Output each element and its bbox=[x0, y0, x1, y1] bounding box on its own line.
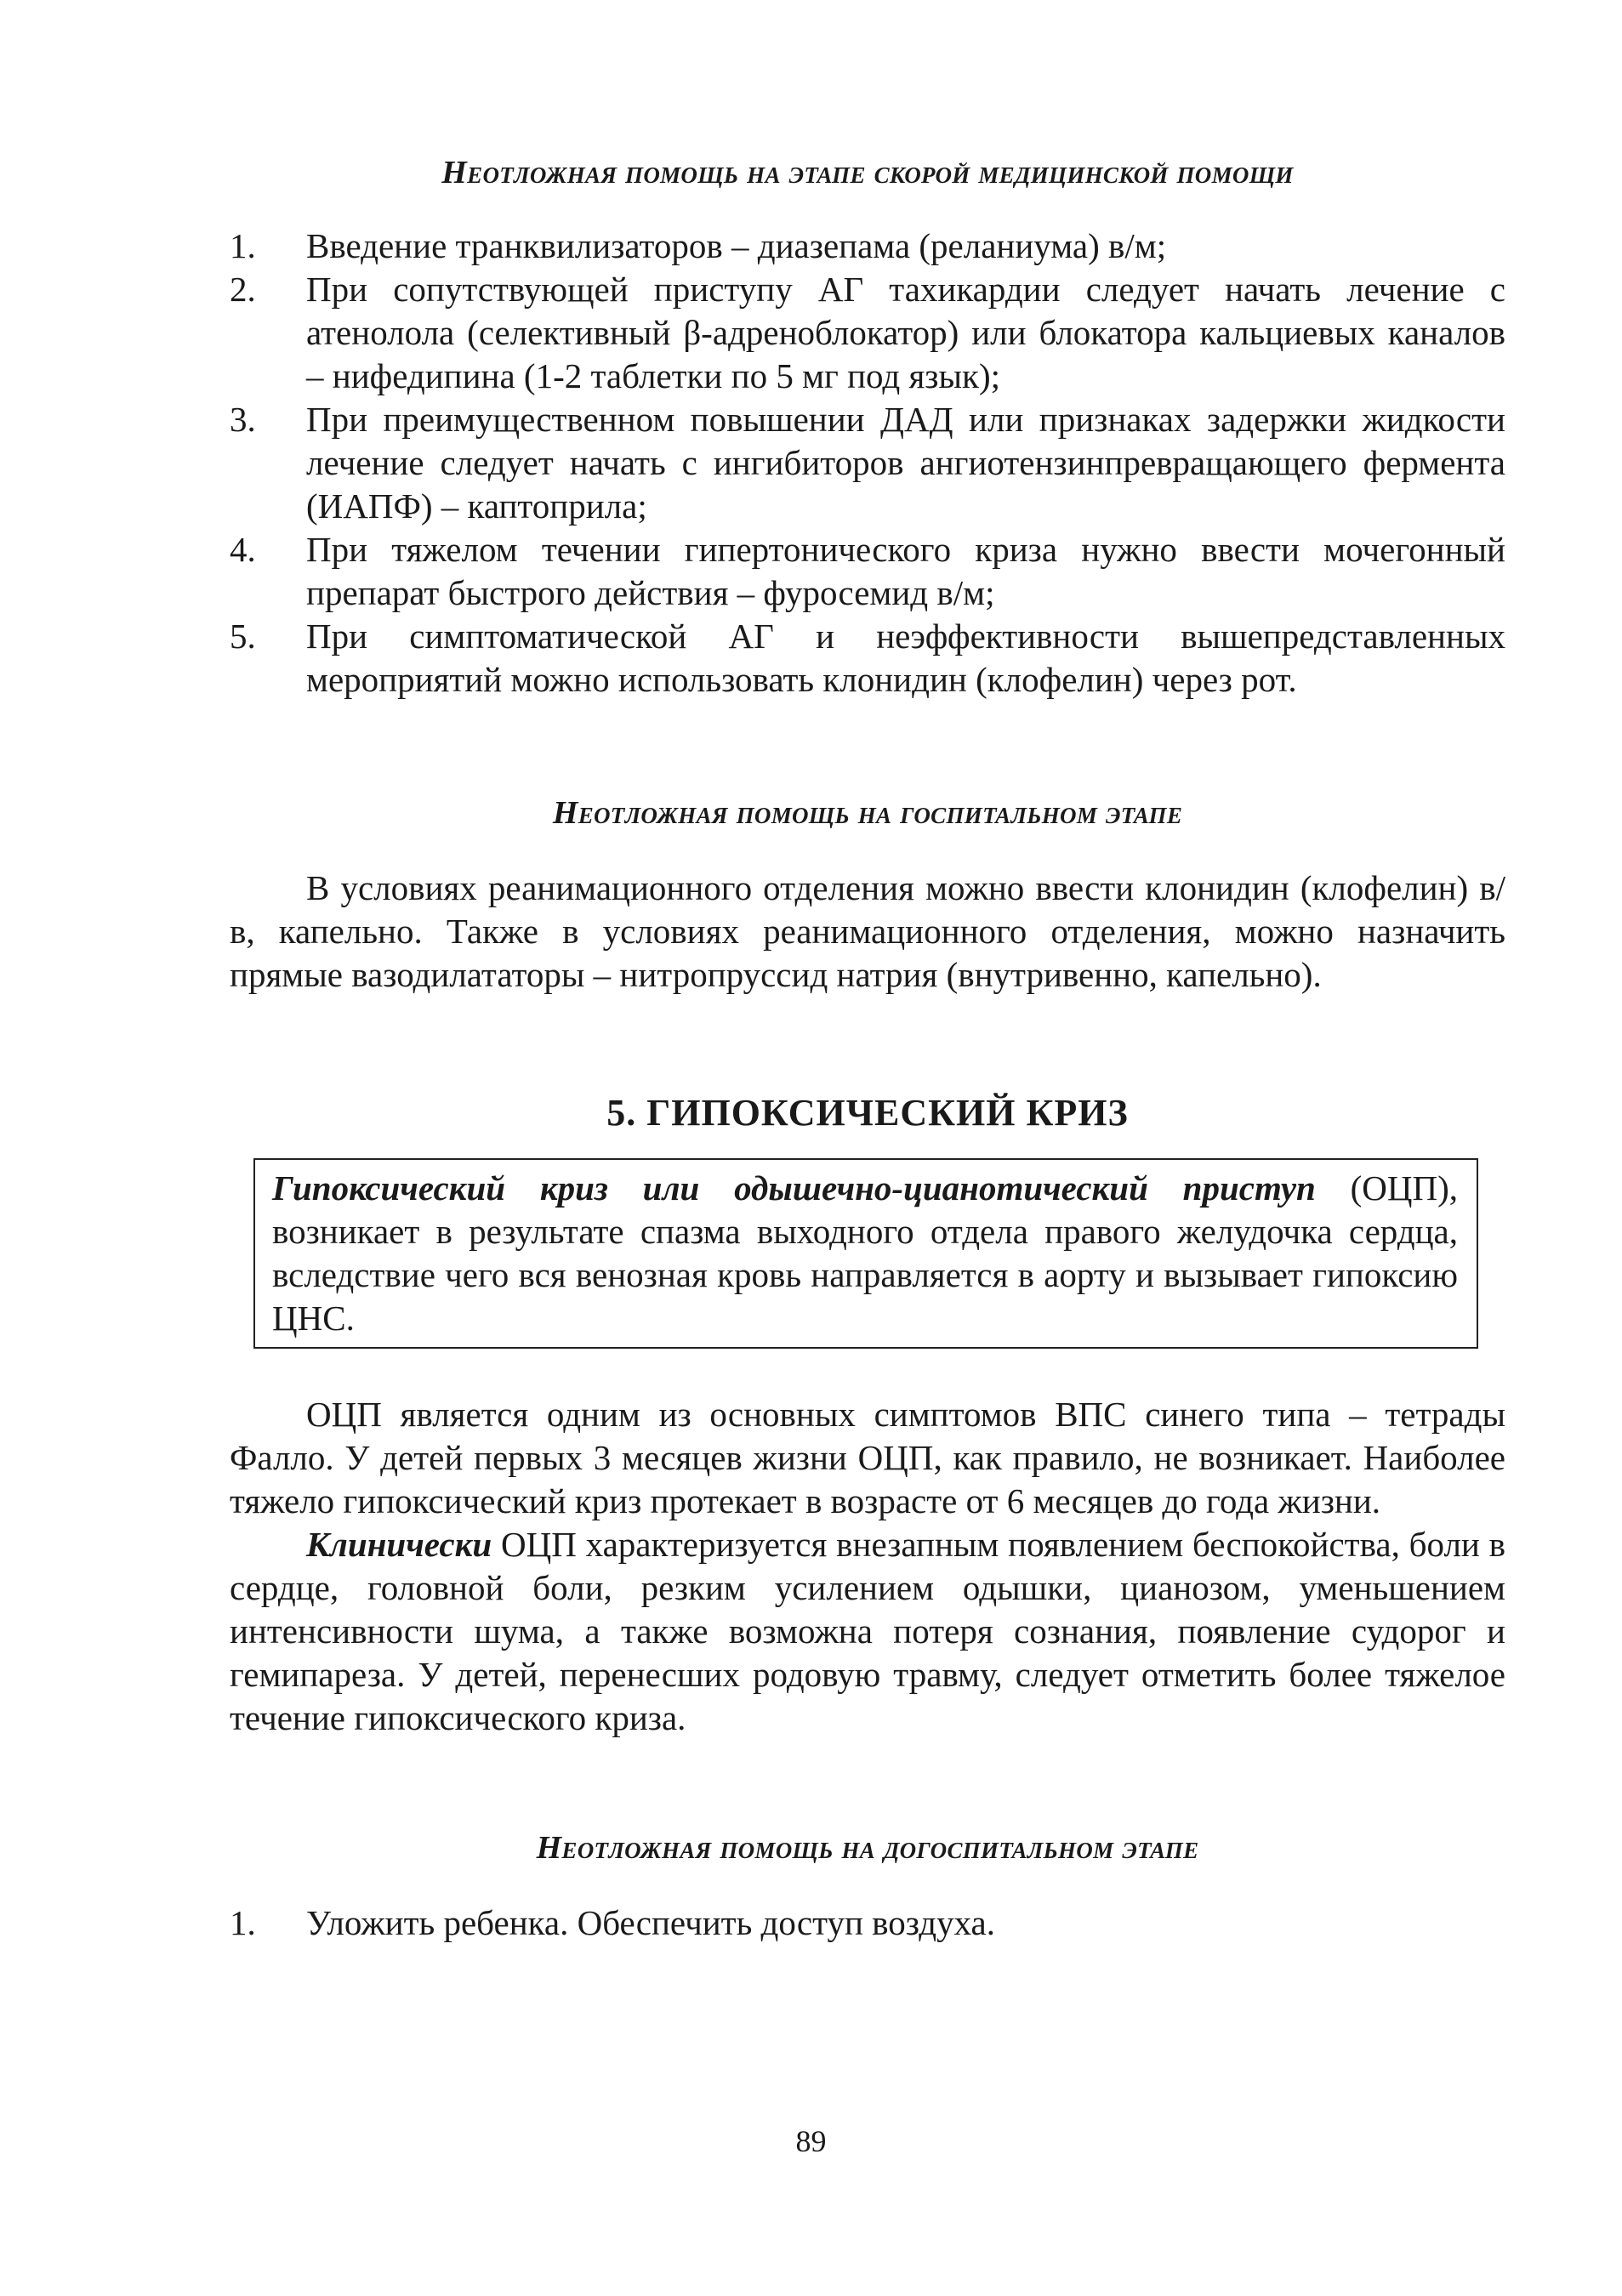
list-item bbox=[230, 615, 1505, 702]
list-item bbox=[230, 398, 1505, 528]
hospital-heading: Неотложная помощь на госпитальном этапе bbox=[552, 795, 1183, 831]
ambulance-heading: Неотложная помощь на этапе скорой медицинской помощи bbox=[441, 155, 1294, 190]
list-item-number: 3. bbox=[230, 400, 256, 439]
hospital-paragraph: В условиях реанимационного отделения можно ввести клонидин (клофелин) в/в, капельно. Также в условиях реанимационного отделения, можно назначить прямые вазодилататоры – нитропруссид натрия (внутривенно, капельно). bbox=[230, 868, 1505, 994]
definition-box bbox=[253, 1158, 1478, 1349]
page-content bbox=[230, 153, 1505, 1945]
list-item-number: 1. bbox=[230, 226, 256, 265]
list-item-number: 4. bbox=[230, 530, 256, 569]
page-number: 89 bbox=[795, 2124, 827, 2158]
paragraph-ocp: ОЦП является одним из основных симптомов ВПС синего типа – тетрады Фалло. У детей первых 3 месяцев жизни ОЦП, как правило, не возникает. Наиболее тяжело гипоксический криз протекает в возрасте от 6 месяцев до года жизни. bbox=[230, 1395, 1505, 1520]
clinical-text: ОЦП характеризуется внезапным появлением беспокойства, боли в сердце, головной боли, резким усилением одышки, цианозом, уменьшением интенсивности шума, а также возможна потеря сознания, появление судорог и гемипареза. У детей, перенесших родовую травму, следует отметить более тяжелое течение гипоксического криза. bbox=[230, 1525, 1505, 1737]
section-title: 5. ГИПОКСИЧЕСКИЙ КРИЗ bbox=[606, 1092, 1129, 1134]
list-item-text: При преимущественном повышении ДАД или признаках задержки жидкости лечение следует начать с ингибиторов ангиотензинпревращающего фермента (ИАПФ) – каптоприла; bbox=[306, 400, 1505, 526]
definition-text: (ОЦП), возникает в результате спазма выходного отдела правого желудочка сердца, вследствие чего вся венозная кровь направляется в аорту и вызывает гипоксию ЦНС. bbox=[272, 1168, 1458, 1338]
list-item-number: 5. bbox=[230, 617, 256, 656]
clinical-lead: Клинически bbox=[306, 1525, 492, 1564]
list-item bbox=[230, 528, 1505, 615]
list-item bbox=[230, 1901, 1505, 1945]
list-item-text: При симптоматической АГ и неэффективности вышепредставленных мероприятий можно использовать клонидин (клофелин) через рот. bbox=[306, 617, 1505, 699]
list-item-number: 2. bbox=[230, 270, 256, 309]
list-item bbox=[230, 224, 1505, 268]
prehospital-list bbox=[230, 1901, 1505, 1945]
paragraph-clinical bbox=[230, 1523, 1505, 1740]
prehospital-heading: Неотложная помощь на догоспитальном этапе bbox=[536, 1830, 1199, 1866]
ambulance-list bbox=[230, 224, 1505, 702]
list-item-text: Уложить ребенка. Обеспечить доступ воздуха. bbox=[306, 1903, 995, 1942]
list-item-text: При тяжелом течении гипертонического криза нужно ввести мочегонный препарат быстрого действия – фуросемид в/м; bbox=[306, 530, 1505, 612]
list-item bbox=[230, 268, 1505, 398]
definition-term: Гипоксический криз или одышечно-цианотический приступ bbox=[272, 1168, 1316, 1208]
list-item-number: 1. bbox=[230, 1903, 256, 1942]
list-item-text: Введение транквилизаторов – диазепама (реланиума) в/м; bbox=[306, 226, 1167, 265]
list-item-text: При сопутствующей приступу АГ тахикардии следует начать лечение с атенолола (селективный β-адреноблокатор) или блокатора кальциевых каналов – нифедипина (1-2 таблетки по 5 мг под язык); bbox=[306, 270, 1505, 395]
